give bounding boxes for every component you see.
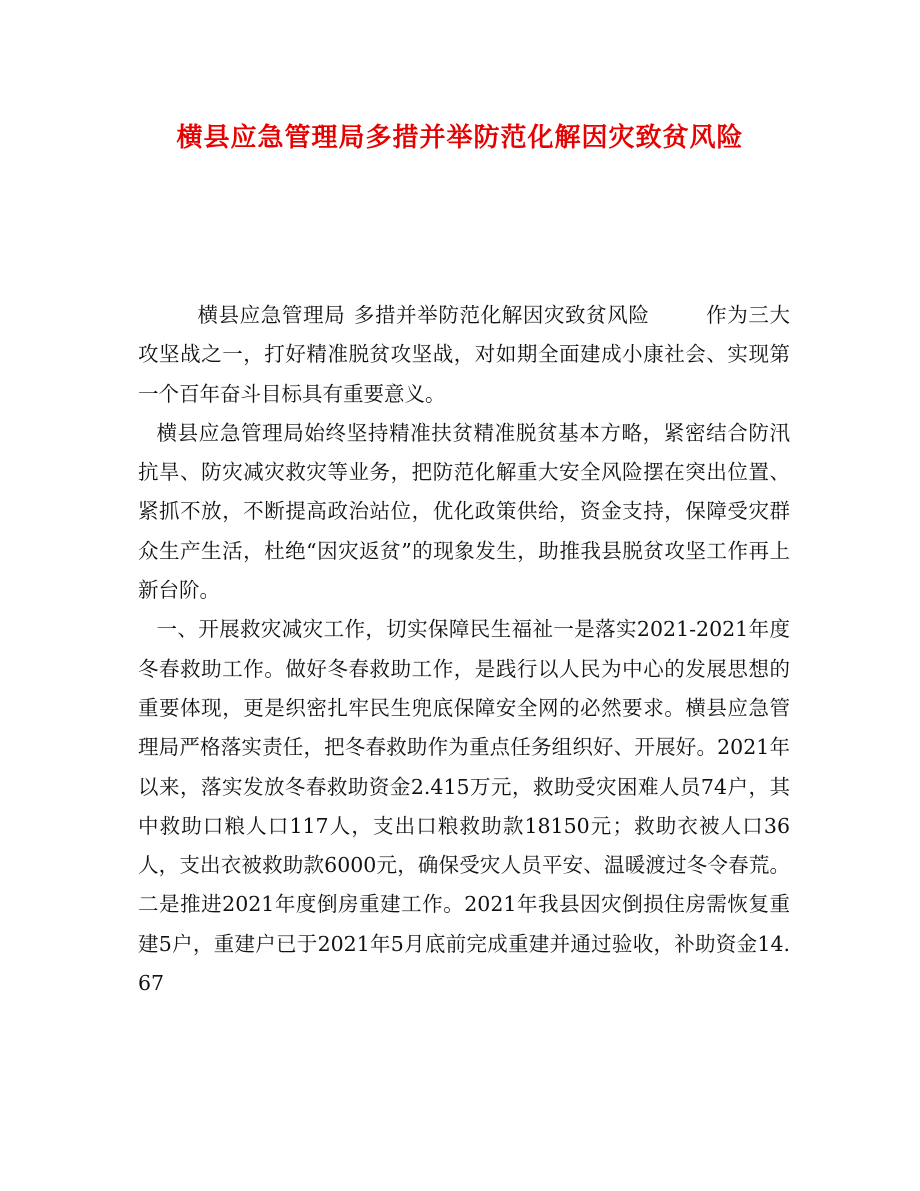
intro-headline: 多措并举防范化解因灾致贫风险	[353, 303, 650, 327]
paragraph-strategy: 横县应急管理局始终坚持精准扶贫精准脱贫基本方略，紧密结合防汛抗旱、防灾减灾救灾等业务，把防范化解重大安全风险摆在突出位置、紧抓不放，不断提高政治站位，优化政策供给，资金支持，保障受灾群众生产生活，杜绝“因灾返贫”的现象发生，助推我县脱贫攻坚工作再上新台阶。	[138, 420, 790, 603]
document-body	[138, 296, 790, 1003]
paragraph-relief-work: 一、开展救灾减灾工作，切实保障民生福祉一是落实2021-2021年度冬春救助工作。做好冬春救助工作，是践行以人民为中心的发展思想的重要体现，更是织密扎牢民生兜底保障安全网的必然要求。横县应急管理局严格落实责任，把冬春救助作为重点任务组织好、开展好。2021年以来，落实发放冬春救助资金2.415万元，救助受灾困难人员74户，其中救助口粮人口117人，支出口粮救助款18150元；救助衣被人口36人，支出衣被救助款6000元，确保受灾人员平安、温暖渡过冬令春荒。二是推进2021年度倒房重建工作。2021年我县因灾倒损住房需恢复重建5户，重建户已于2021年5月底前完成重建并通过验收，补助资金14.67	[138, 617, 790, 996]
document-title: 横县应急管理局多措并举防范化解因灾致贫风险	[176, 123, 744, 153]
intro-org-name: 横县应急管理局	[197, 303, 346, 327]
paragraph-intro	[138, 296, 790, 414]
intro-text: 作为三大攻坚战之一，打好精准脱贫攻坚战，对如期全面建成小康社会、实现第一个百年奋斗目标具有重要意义。	[138, 303, 791, 406]
